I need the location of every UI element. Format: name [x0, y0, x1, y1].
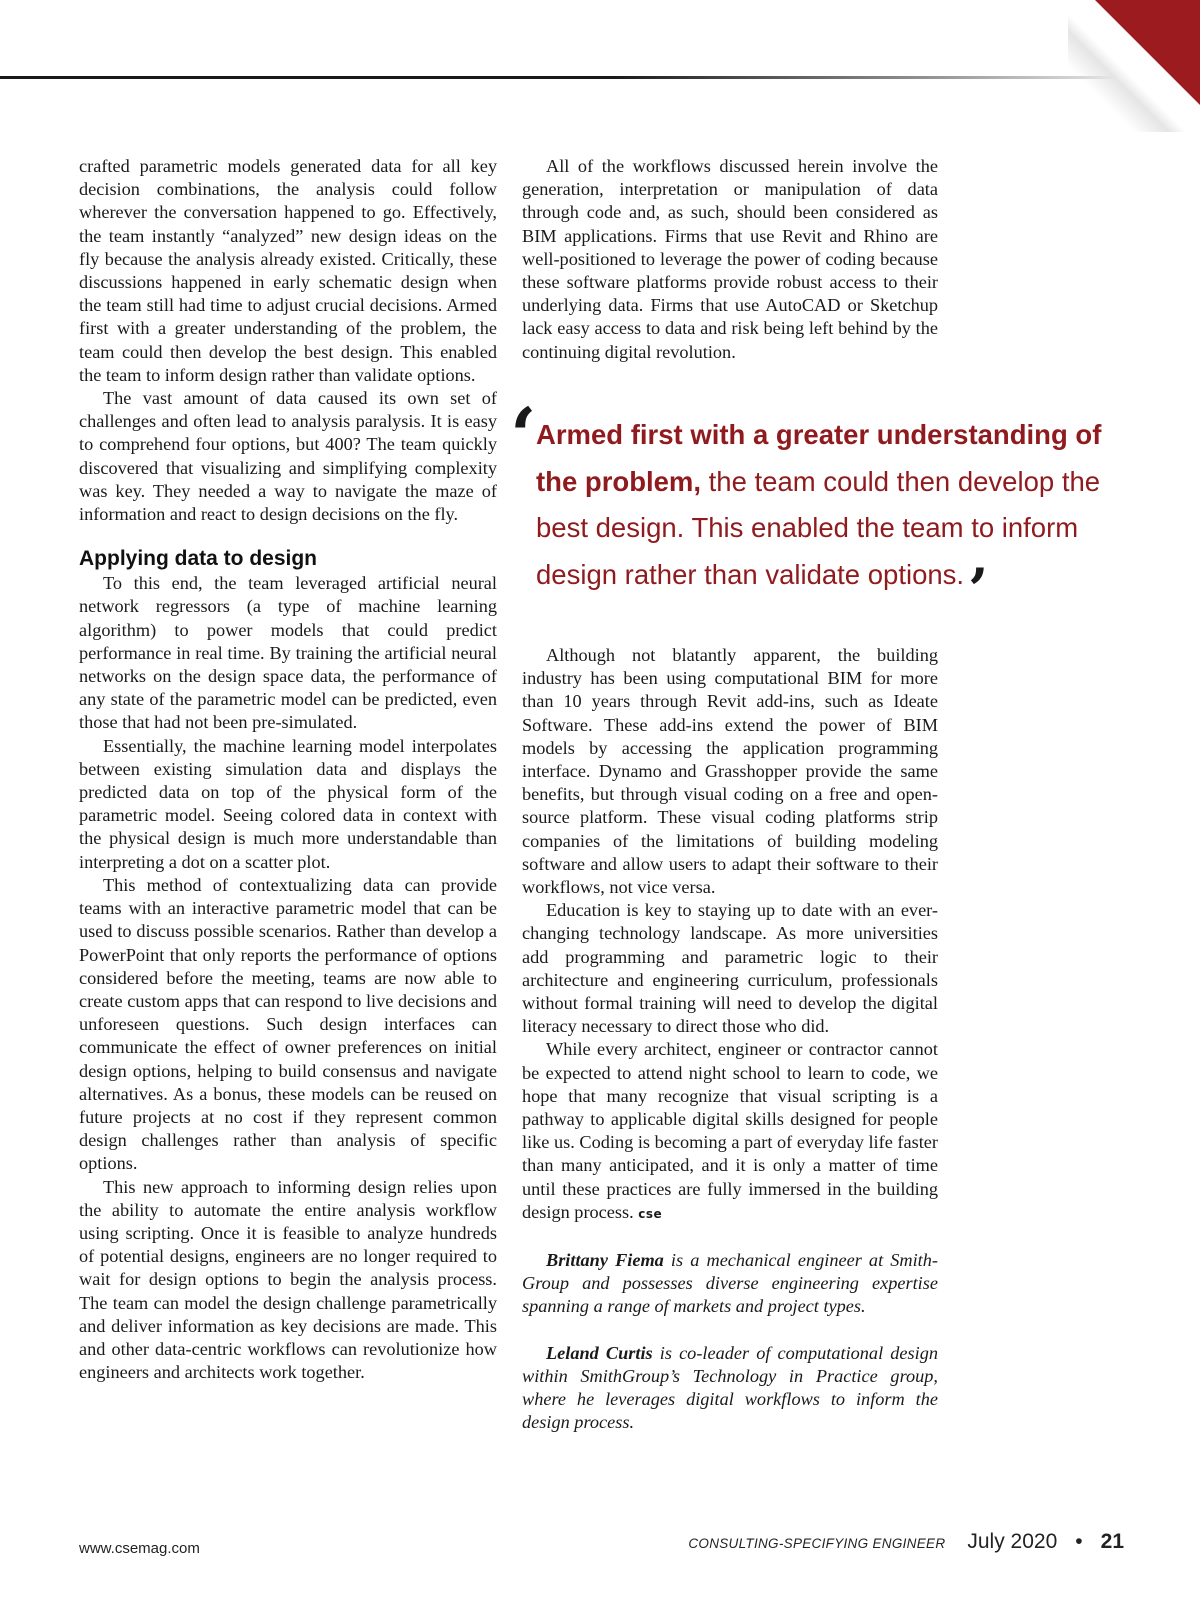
author-bio-2-text: is co-leader of computational design within SmithGroup’s Technology in Practice group, where he leverages digital workflows to inform the design process. [522, 1342, 938, 1433]
right-paragraph-4-text: While every architect, engineer or contractor cannot be expected to attend night school to learn to code, we hope that many recognize that visual scripting is a pathway to applicable digital skills designed for people like us. Coding is becoming a part of everyday life faster than many anticipated, and it is only a matter of time until these practices are fully immersed in the building design process. [522, 1039, 938, 1222]
pull-quote [510, 391, 1145, 624]
page-number: 21 [1100, 1530, 1124, 1553]
left-paragraph-2: The vast amount of data caused its own set of challenges and often lead to analysis paralysis. It is easy to comprehend four options, but 400? The team quickly discovered that visualizing and simplifying complexity was key. They needed a way to navigate the maze of information and react to design decisions on the fly. [79, 388, 497, 525]
right-column-top [522, 155, 938, 364]
footer-url[interactable]: www.csemag.com [79, 1540, 200, 1557]
end-mark: cse [638, 1206, 663, 1221]
right-column [522, 644, 938, 1435]
footer-magazine: CONSULTING-SPECIFYING ENGINEER [688, 1536, 946, 1551]
author-bio-2 [522, 1342, 938, 1435]
author-bio-1 [522, 1249, 938, 1319]
left-paragraph-3: To this end, the team leveraged artificial neural network regressors (a type of machine learning algorithm) to power models that could predict performance in real time. By training the artificial neural networks on the design space data, the performance of any state of the parametric model can be predicted, even those that had not been pre-simulated. [79, 573, 497, 733]
footer-date: July 2020 [967, 1530, 1058, 1553]
pull-quote-bold: Armed first with a greater understanding of the problem, [536, 419, 1102, 497]
section-heading: Applying data to design [79, 547, 318, 571]
author-bio-1-text: is a mechanical engineer at SmithGroup and possesses diverse engineering expertise spanning a range of markets and project types. [522, 1250, 938, 1317]
author-name-1: Brittany Fiema [546, 1250, 664, 1271]
header-rule [0, 76, 1115, 79]
footer-info [688, 1530, 1124, 1554]
pull-quote-rest: the team could then develop the best design. This enabled the team to inform design rather than validate options. [536, 465, 1101, 590]
open-quote-mark: ‘ [510, 391, 537, 480]
right-paragraph-3: Education is key to staying up to date with an ever-changing technology landscape. As more universities add programming and parametric logic to their architecture and engineering curriculum, professionals without formal training will need to develop the digital literacy necessary to direct those who did. [522, 900, 938, 1037]
pull-quote-text [520, 412, 1145, 624]
footer-bullet: • [1075, 1530, 1083, 1553]
left-paragraph-1: crafted parametric models generated data for all key decision combinations, the analysis could follow wherever the conversation happened to go. Effectively, the team instantly “analyzed” new design ideas on the fly because the analysis already existed. Critically, these discussions happened in early schematic design when the team still had time to adjust crucial decisions. Armed first with a greater understanding of the problem, the team could then develop the best design. This enabled the team to inform design rather than validate options. [79, 156, 497, 385]
left-column [79, 155, 497, 1384]
right-paragraph-1: All of the workflows discussed herein involve the generation, interpretation or manipulation of data through code and, as such, should been considered as BIM applications. Firms that use Revit and Rhino are well-positioned to leverage the power of coding because these software platforms provide robust access to their underlying data. Firms that use AutoCAD or Sketchup lack easy access to data and risk being left behind by the continuing digital revolution. [522, 156, 938, 362]
page-corner-accent [1095, 0, 1200, 105]
left-paragraph-5: This method of contextualizing data can provide teams with an interactive parametric model that can be used to discuss possible scenarios. Rather than develop a PowerPoint that only reports the performance of options considered before the meeting, teams are now able to create custom apps that can respond to live decisions and unforeseen questions. Such design interfaces can communicate the effect of owner preferences on initial design options, helping to build consensus and navigate alternatives. As a bonus, these models can be reused on future projects at no cost if they represent common design challenges rather than analysis of specific options. [79, 874, 497, 1174]
close-quote-mark: ’ [968, 555, 989, 624]
right-paragraph-4 [522, 1038, 938, 1226]
left-paragraph-6: This new approach to informing design relies upon the ability to automate the entire analysis workflow using scripting. Once it is feasible to analyze hundreds of potential designs, engineers are no longer required to wait for design options to begin the analysis process. The team can model the design challenge parametrically and deliver information as key decisions are made. This and other data-centric workflows can revolutionize how engineers and architects work together. [79, 1176, 497, 1383]
right-paragraph-2: Although not blatantly apparent, the building industry has been using computational BIM for more than 10 years through Revit add-ins, such as Ideate Software. These add-ins extend the power of BIM models by accessing the application programming interface. Dynamo and Grasshopper provide the same benefits, but through visual coding on a free and open-source platform. These visual coding platforms strip companies of the limitations of building modeling software and allow users to adapt their software to their workflows, not vice versa. [522, 645, 938, 898]
left-paragraph-4: Essentially, the machine learning model interpolates between existing simulation data and displays the predicted data on top of the physical form of the parametric model. Seeing colored data in context with the physical design is much more understandable than interpreting a dot on a scatter plot. [79, 735, 497, 872]
author-name-2: Leland Curtis [546, 1342, 653, 1363]
